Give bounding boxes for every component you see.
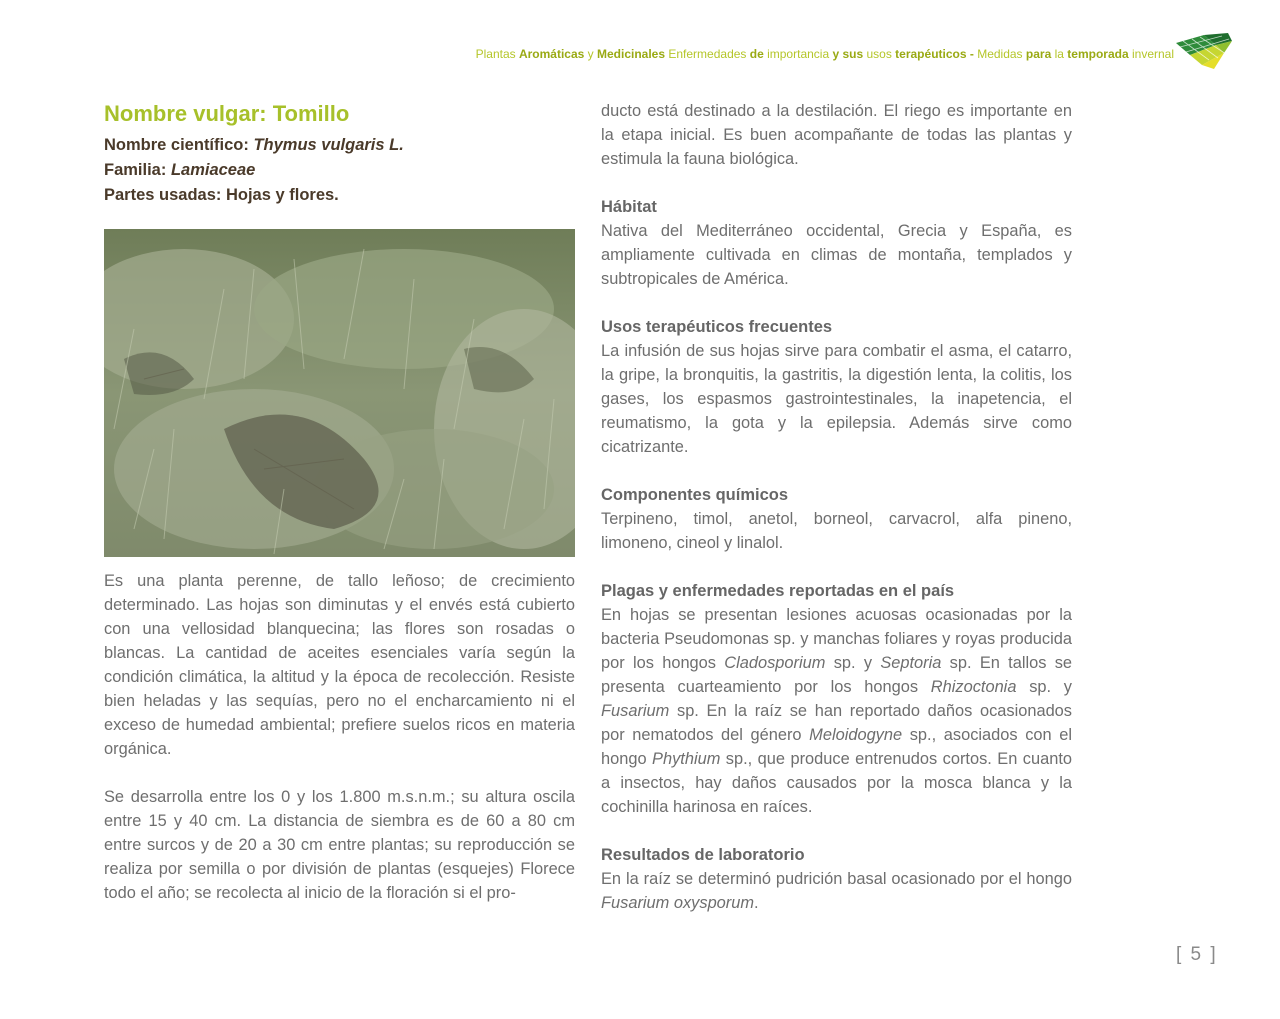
running-header: Plantas Aromáticas y Medicinales Enfermedades de importancia y sus usos terapéuticos - Medidas para la temporada invernal: [475, 47, 1174, 61]
description-paragraph-1: Es una planta perenne, de tallo leñoso; de crecimiento determinado. Las hojas son diminutas y el envés está cubierto con una vellosidad blanquecina; las flores son rosadas o blancas. La cantidad de aceites esenciales varía según la condición climática, la altitud y la época de recolección. Resiste bien heladas y las sequías, pero no el encharcamiento ni el exceso de humedad ambiental; prefiere suelos ricos en materia orgánica.: [104, 572, 575, 758]
common-name-title: Nombre vulgar: Tomillo: [104, 101, 350, 126]
description-paragraph-2: Se desarrolla entre los 0 y los 1.800 m.s.n.m.; su altura oscila entre 15 y 40 cm. La distancia de siembra es de 60 a 80 cm entre surcos y de 20 a 30 cm entre plantas; su reproducción se realiza por semilla o por división de plantas (esquejes) Florece todo el año; se recolecta al inicio de la floración si el pro-: [104, 788, 575, 902]
lab-heading: Resultados de laboratorio: [601, 846, 805, 864]
habitat-text: Nativa del Mediterráneo occidental, Grecia y España, es ampliamente cultivada en climas de montaña, templados y subtropicales de América.: [601, 222, 1072, 288]
right-column: [601, 99, 1072, 915]
lab-text: En la raíz se determinó pudrición basal ocasionado por el hongo Fusarium oxysporum.: [601, 870, 1072, 912]
publisher-logo: [1176, 33, 1232, 69]
family: Familia: Lamiaceae: [104, 161, 256, 179]
continued-paragraph: ducto está destinado a la destilación. El riego es importante en la etapa inicial. Es buen acompañante de todas las plantas y estimula la fauna biológica.: [601, 102, 1072, 168]
thyme-photo: [104, 229, 575, 557]
pests-heading: Plagas y enfermedades reportadas en el país: [601, 582, 955, 600]
components-heading: Componentes químicos: [601, 486, 789, 504]
uses-text: La infusión de sus hojas sirve para combatir el asma, el catarro, la gripe, la bronquitis, la gastritis, la digestión lenta, la colitis, los gases, los espasmos gastrointestinales, la inapetencia, el reumatismo, la gota y la epilepsia. Además sirve como cicatrizante.: [601, 342, 1072, 456]
page-number: [ 5 ]: [1176, 944, 1218, 965]
pests-text: En hojas se presentan lesiones acuosas ocasionadas por la bacteria Pseudomonas sp. y manchas foliares y royas producida por los hongos Cladosporium sp. y Septoria sp. En tallos se presenta cuarteamiento por los hongos Rhizoctonia sp. y Fusarium sp. En la raíz se han reportado daños ocasionados por nematodos del género Meloidogyne sp., asociados con el hongo Phythium sp., que produce entrenudos cortos. En cuanto a insectos, hay daños causados por la mosca blanca y la cochinilla harinosa en raíces.: [601, 606, 1073, 816]
habitat-heading: Hábitat: [601, 198, 657, 216]
scientific-name: Nombre científico: Thymus vulgaris L.: [104, 136, 404, 154]
components-text: Terpineno, timol, anetol, borneol, carvacrol, alfa pineno, limoneno, cineol y linalol.: [601, 510, 1072, 552]
parts-used: Partes usadas: Hojas y flores.: [104, 186, 339, 204]
uses-heading: Usos terapéuticos frecuentes: [601, 318, 833, 336]
left-column: [104, 99, 575, 905]
